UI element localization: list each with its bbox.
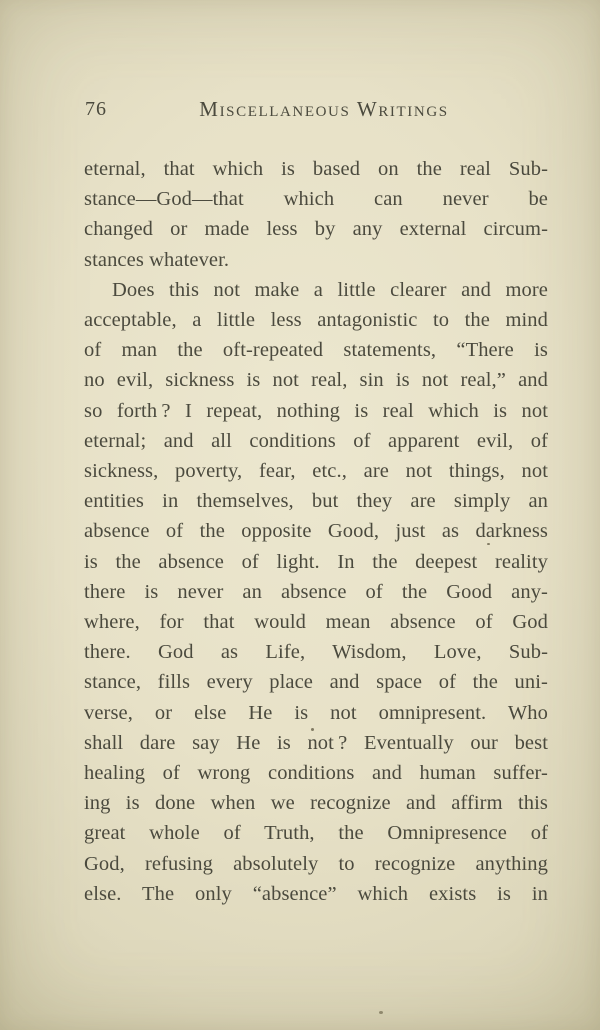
text-line: verse, or else He is not omnipresent. Who bbox=[84, 701, 548, 724]
text-line: changed or made less by any external circum- bbox=[84, 218, 548, 241]
paper-speck bbox=[379, 1011, 383, 1014]
text-line: God, refusing absolutely to recognize anything bbox=[84, 852, 548, 875]
text-line: shall dare say He is not ? Eventually our best bbox=[84, 731, 548, 754]
text-line: healing of wrong conditions and human suffer- bbox=[84, 762, 548, 785]
text-line: so forth ? I repeat, nothing is real which is not bbox=[84, 399, 548, 422]
text-line: absence of the opposite Good, just as darkness bbox=[84, 520, 548, 543]
text-line: is the absence of light. In the deepest reality bbox=[84, 550, 548, 573]
page-text bbox=[84, 154, 548, 909]
text-line: sickness, poverty, fear, etc., are not things, not bbox=[84, 460, 548, 483]
text-line: great whole of Truth, the Omnipresence of bbox=[84, 822, 548, 845]
text-line: of man the oft-repeated statements, “There is bbox=[84, 339, 548, 362]
text-line: stance, fills every place and space of the uni- bbox=[84, 671, 548, 694]
text-line: where, for that would mean absence of God bbox=[84, 611, 548, 634]
text-line: no evil, sickness is not real, sin is not real,” and bbox=[84, 369, 548, 392]
text-line: there is never an absence of the Good any- bbox=[84, 580, 548, 603]
text-line: stance—God—that which can never be bbox=[84, 188, 548, 211]
text-line: ing is done when we recognize and affirm this bbox=[84, 792, 548, 815]
text-line: eternal; and all conditions of apparent evil, of bbox=[84, 429, 548, 452]
text-line: stances whatever. bbox=[84, 248, 230, 271]
running-title: Miscellaneous Writings bbox=[199, 97, 449, 121]
text-line: acceptable, a little less antagonistic to the mind bbox=[84, 309, 548, 332]
text-line: entities in themselves, but they are simply an bbox=[84, 490, 548, 513]
page-header bbox=[84, 97, 548, 123]
text-line: else. The only “absence” which exists is in bbox=[84, 882, 548, 905]
text-line: eternal, that which is based on the real Sub- bbox=[84, 158, 548, 180]
text-line: there. God as Life, Wisdom, Love, Sub- bbox=[84, 641, 548, 664]
page-number: 76 bbox=[85, 98, 107, 120]
text-line: Does this not make a little clearer and more bbox=[112, 278, 548, 301]
